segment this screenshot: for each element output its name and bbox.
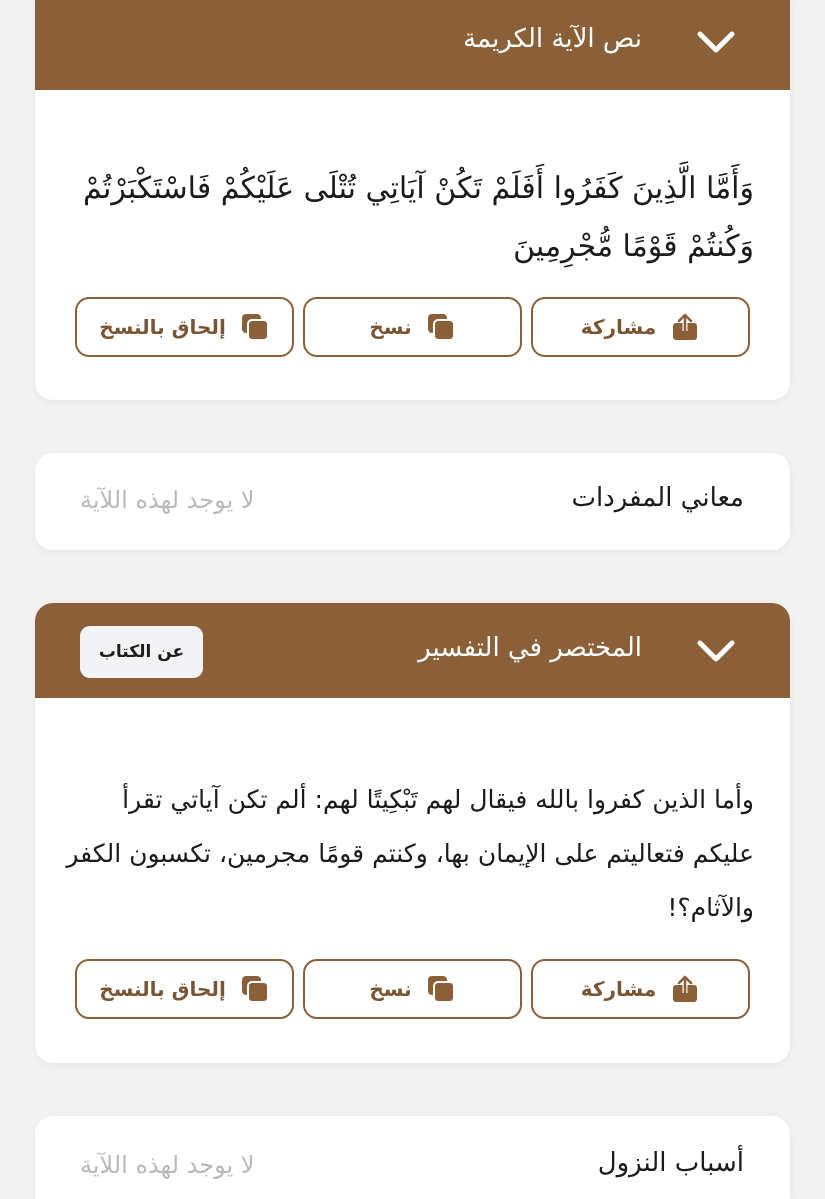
- vocabulary-card[interactable]: [35, 453, 790, 550]
- verse-card-title: نص الآية الكريمة: [463, 24, 642, 54]
- share-button[interactable]: [531, 297, 750, 357]
- vocabulary-empty-text: لا يوجد لهذه اللآية: [80, 486, 255, 514]
- append-copy-button-label: إلحاق بالنسخ: [99, 977, 226, 1001]
- verse-card-header[interactable]: [35, 0, 790, 90]
- share-button[interactable]: [531, 959, 750, 1019]
- tafsir-text: وأما الذين كفروا بالله فيقال لهم تَبْكِيتًا لهم: ألم تكن آياتي تقرأ عليكم فتعاليتم على الإيمان بها، وكنتم قومًا مجرمين، تكسبون الكفر والآثام؟!: [66, 785, 754, 922]
- revelation-empty-text: لا يوجد لهذه اللآية: [80, 1151, 255, 1179]
- share-button-label: مشاركة: [580, 977, 657, 1001]
- append-copy-button-label: إلحاق بالنسخ: [99, 315, 226, 339]
- copy-icon: [426, 974, 456, 1004]
- copy-button-label: نسخ: [369, 315, 412, 339]
- tafsir-card-title: المختصر في التفسير: [418, 633, 642, 663]
- append-copy-button[interactable]: [75, 959, 294, 1019]
- revelation-title: أسباب النزول: [597, 1148, 744, 1178]
- copy-icon: [426, 312, 456, 342]
- share-icon: [670, 312, 700, 342]
- vocabulary-title: معاني المفردات: [571, 483, 744, 513]
- copy-button[interactable]: [303, 959, 522, 1019]
- verse-text: وَأَمَّا الَّذِينَ كَفَرُوا أَفَلَمْ تَكُنْ آيَاتِي تُتْلَى عَلَيْكُمْ فَاسْتَكْبَرْتُمْ وَكُنتُمْ قَوْمًا مُّجْرِمِينَ: [83, 171, 754, 264]
- append-copy-icon: [240, 974, 270, 1004]
- share-button-label: مشاركة: [580, 315, 657, 339]
- tafsir-card: [35, 603, 790, 1063]
- append-copy-button[interactable]: [75, 297, 294, 357]
- share-icon: [670, 974, 700, 1004]
- copy-button-label: نسخ: [369, 977, 412, 1001]
- chevron-down-icon[interactable]: [694, 20, 738, 64]
- append-copy-icon: [240, 312, 270, 342]
- chevron-down-icon[interactable]: [694, 629, 738, 673]
- revelation-card[interactable]: [35, 1116, 790, 1199]
- tafsir-card-header[interactable]: [35, 603, 790, 698]
- about-book-button[interactable]: عن الكتاب: [80, 626, 203, 678]
- verse-card: [35, 0, 790, 400]
- copy-button[interactable]: [303, 297, 522, 357]
